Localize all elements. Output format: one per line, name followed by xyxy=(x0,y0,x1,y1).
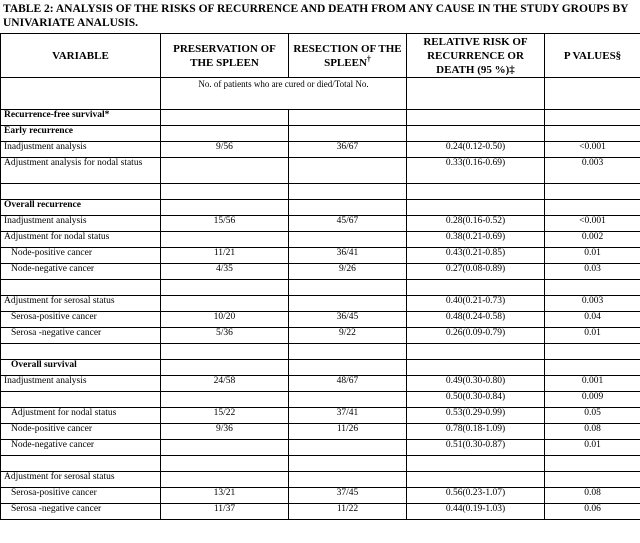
p-value-cell: 0.08 xyxy=(545,488,640,504)
subheader-row xyxy=(1,78,640,110)
row-label: Adjustment for serosal status xyxy=(1,472,161,488)
header-row xyxy=(1,34,640,78)
row-label: Serosa-positive cancer xyxy=(1,312,161,328)
row-label: Node-positive cancer xyxy=(1,248,161,264)
subheader-note: No. of patients who are cured or died/Total No. xyxy=(161,78,407,110)
header-p-values: P VALUES§ xyxy=(545,34,640,78)
row-label xyxy=(1,344,161,360)
resection-cell: 36/45 xyxy=(289,312,407,328)
relative-risk-cell: 0.27(0.08-0.89) xyxy=(407,264,545,280)
header-preservation: PRESERVATION OF THE SPLEEN xyxy=(161,34,289,78)
p-value-cell: 0.01 xyxy=(545,440,640,456)
preservation-cell: 15/22 xyxy=(161,408,289,424)
table-row xyxy=(1,142,640,158)
preservation-cell: 13/21 xyxy=(161,488,289,504)
resection-cell xyxy=(289,280,407,296)
relative-risk-cell: 0.78(0.18-1.09) xyxy=(407,424,545,440)
resection-cell xyxy=(289,126,407,142)
table-row xyxy=(1,376,640,392)
table-row xyxy=(1,472,640,488)
header-resection xyxy=(289,34,407,78)
row-label: Serosa -negative cancer xyxy=(1,328,161,344)
table-row xyxy=(1,344,640,360)
row-label: Node-negative cancer xyxy=(1,264,161,280)
p-value-cell: 0.003 xyxy=(545,158,640,184)
resection-cell xyxy=(289,392,407,408)
relative-risk-cell: 0.26(0.09-0.79) xyxy=(407,328,545,344)
relative-risk-cell: 0.49(0.30-0.80) xyxy=(407,376,545,392)
resection-cell xyxy=(289,232,407,248)
p-value-cell xyxy=(545,344,640,360)
preservation-cell: 11/37 xyxy=(161,504,289,520)
table-row xyxy=(1,232,640,248)
table-row xyxy=(1,408,640,424)
table-row xyxy=(1,360,640,376)
resection-cell: 11/22 xyxy=(289,504,407,520)
resection-cell xyxy=(289,184,407,200)
p-value-cell: 0.001 xyxy=(545,376,640,392)
relative-risk-cell: 0.53(0.29-0.99) xyxy=(407,408,545,424)
preservation-cell: 11/21 xyxy=(161,248,289,264)
table-row xyxy=(1,280,640,296)
row-label: Early recurrence xyxy=(1,126,161,142)
p-value-cell xyxy=(545,456,640,472)
row-label: Overall survival xyxy=(1,360,161,376)
table-row xyxy=(1,264,640,280)
preservation-cell: 4/35 xyxy=(161,264,289,280)
resection-cell xyxy=(289,158,407,184)
relative-risk-cell xyxy=(407,280,545,296)
relative-risk-cell: 0.28(0.16-0.52) xyxy=(407,216,545,232)
p-value-cell xyxy=(545,126,640,142)
row-label xyxy=(1,280,161,296)
p-value-cell xyxy=(545,200,640,216)
table-row xyxy=(1,456,640,472)
preservation-cell xyxy=(161,344,289,360)
preservation-cell xyxy=(161,360,289,376)
relative-risk-cell: 0.38(0.21-0.69) xyxy=(407,232,545,248)
resection-cell: 37/41 xyxy=(289,408,407,424)
row-label: Inadjustment analysis xyxy=(1,216,161,232)
relative-risk-cell: 0.50(0.30-0.84) xyxy=(407,392,545,408)
table-row xyxy=(1,392,640,408)
row-label: Inadjustment analysis xyxy=(1,142,161,158)
row-label: Inadjustment analysis xyxy=(1,376,161,392)
subheader-blank xyxy=(1,78,161,110)
row-label: Adjustment analysis for nodal status xyxy=(1,158,161,184)
row-label: Node-negative cancer xyxy=(1,440,161,456)
table-caption: TABLE 2: ANALYSIS OF THE RISKS OF RECURRENCE AND DEATH FROM ANY CAUSE IN THE STUDY GROUPS BY UNIVARIATE ANALUSIS. xyxy=(3,3,629,29)
p-value-cell xyxy=(545,360,640,376)
relative-risk-cell xyxy=(407,344,545,360)
relative-risk-cell xyxy=(407,184,545,200)
p-value-cell: 0.06 xyxy=(545,504,640,520)
preservation-cell: 24/58 xyxy=(161,376,289,392)
p-value-cell: 0.01 xyxy=(545,248,640,264)
row-label: Adjustment for serosal status xyxy=(1,296,161,312)
resection-cell: 9/22 xyxy=(289,328,407,344)
results-table xyxy=(0,33,640,520)
preservation-cell xyxy=(161,440,289,456)
resection-cell xyxy=(289,296,407,312)
p-value-cell xyxy=(545,184,640,200)
row-label xyxy=(1,184,161,200)
relative-risk-cell xyxy=(407,126,545,142)
row-label: Adjustment for nodal status xyxy=(1,408,161,424)
preservation-cell: 15/56 xyxy=(161,216,289,232)
table-row xyxy=(1,312,640,328)
relative-risk-cell: 0.33(0.16-0.69) xyxy=(407,158,545,184)
relative-risk-cell xyxy=(407,360,545,376)
row-label xyxy=(1,456,161,472)
p-value-cell: 0.003 xyxy=(545,296,640,312)
header-variable: VARIABLE xyxy=(1,34,161,78)
preservation-cell xyxy=(161,110,289,126)
preservation-cell xyxy=(161,456,289,472)
relative-risk-cell: 0.40(0.21-0.73) xyxy=(407,296,545,312)
table-row xyxy=(1,110,640,126)
preservation-cell xyxy=(161,158,289,184)
preservation-cell xyxy=(161,472,289,488)
resection-cell: 36/67 xyxy=(289,142,407,158)
p-value-cell: 0.03 xyxy=(545,264,640,280)
table-row xyxy=(1,126,640,142)
table-row xyxy=(1,328,640,344)
row-label: Node-positive cancer xyxy=(1,424,161,440)
p-value-cell xyxy=(545,110,640,126)
preservation-cell: 9/56 xyxy=(161,142,289,158)
row-label: Adjustment for nodal status xyxy=(1,232,161,248)
row-label xyxy=(1,392,161,408)
p-value-cell xyxy=(545,472,640,488)
subheader-blank xyxy=(407,78,545,110)
relative-risk-cell: 0.56(0.23-1.07) xyxy=(407,488,545,504)
relative-risk-cell xyxy=(407,456,545,472)
preservation-cell xyxy=(161,200,289,216)
table-row xyxy=(1,158,640,184)
relative-risk-cell xyxy=(407,110,545,126)
resection-cell: 9/26 xyxy=(289,264,407,280)
resection-cell xyxy=(289,200,407,216)
preservation-cell: 9/36 xyxy=(161,424,289,440)
row-label: Serosa-positive cancer xyxy=(1,488,161,504)
header-relative-risk: RELATIVE RISK OF RECURRENCE OR DEATH (95 %)‡ xyxy=(407,34,545,78)
table-row xyxy=(1,216,640,232)
relative-risk-cell xyxy=(407,472,545,488)
table-row xyxy=(1,184,640,200)
relative-risk-cell: 0.44(0.19-1.03) xyxy=(407,504,545,520)
resection-cell xyxy=(289,110,407,126)
p-value-cell: 0.05 xyxy=(545,408,640,424)
resection-cell xyxy=(289,472,407,488)
table-row xyxy=(1,488,640,504)
relative-risk-cell: 0.43(0.21-0.85) xyxy=(407,248,545,264)
table-row xyxy=(1,440,640,456)
resection-cell: 11/26 xyxy=(289,424,407,440)
p-value-cell: <0.001 xyxy=(545,142,640,158)
resection-cell xyxy=(289,344,407,360)
subheader-blank xyxy=(545,78,640,110)
preservation-cell xyxy=(161,184,289,200)
preservation-cell xyxy=(161,296,289,312)
p-value-cell: <0.001 xyxy=(545,216,640,232)
resection-cell: 48/67 xyxy=(289,376,407,392)
table-row xyxy=(1,296,640,312)
p-value-cell xyxy=(545,280,640,296)
resection-cell xyxy=(289,440,407,456)
row-label: Serosa -negative cancer xyxy=(1,504,161,520)
p-value-cell: 0.009 xyxy=(545,392,640,408)
table-row xyxy=(1,200,640,216)
resection-cell: 45/67 xyxy=(289,216,407,232)
p-value-cell: 0.01 xyxy=(545,328,640,344)
relative-risk-cell: 0.48(0.24-0.58) xyxy=(407,312,545,328)
preservation-cell xyxy=(161,392,289,408)
preservation-cell xyxy=(161,126,289,142)
p-value-cell: 0.08 xyxy=(545,424,640,440)
p-value-cell: 0.002 xyxy=(545,232,640,248)
relative-risk-cell: 0.51(0.30-0.87) xyxy=(407,440,545,456)
row-label: Recurrence-free survival* xyxy=(1,110,161,126)
header-resection-text: RESECTION OF THE SPLEEN xyxy=(293,42,402,69)
resection-cell: 36/41 xyxy=(289,248,407,264)
relative-risk-cell xyxy=(407,200,545,216)
resection-cell xyxy=(289,456,407,472)
p-value-cell: 0.04 xyxy=(545,312,640,328)
table-row xyxy=(1,504,640,520)
header-resection-mark: † xyxy=(366,53,371,63)
resection-cell xyxy=(289,360,407,376)
preservation-cell xyxy=(161,280,289,296)
preservation-cell xyxy=(161,232,289,248)
table-row xyxy=(1,424,640,440)
preservation-cell: 5/36 xyxy=(161,328,289,344)
relative-risk-cell: 0.24(0.12-0.50) xyxy=(407,142,545,158)
resection-cell: 37/45 xyxy=(289,488,407,504)
preservation-cell: 10/20 xyxy=(161,312,289,328)
table-row xyxy=(1,248,640,264)
row-label: Overall recurrence xyxy=(1,200,161,216)
